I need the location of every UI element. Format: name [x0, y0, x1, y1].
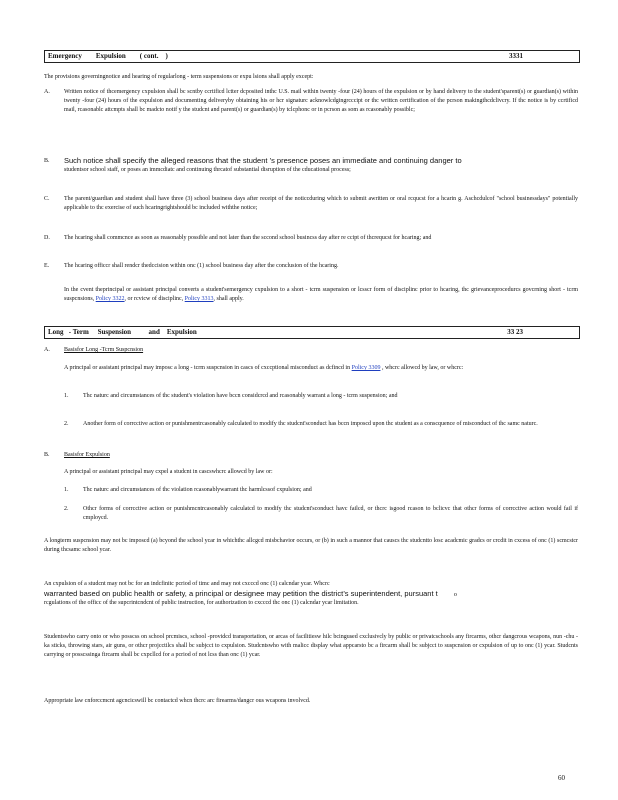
- item-c-text: The parent/guardian and student shall have three (3) school business days after receipt of the noticcduring which to submit awritten or oral rcqucst for a hcarin g. Aschcdulcof "school businessdays" potentially applicable to thc exercise of such hcaringrightshould bc included withthe notice;: [64, 196, 578, 211]
- conversion-text: rcvicw of disciplinc,: [134, 296, 184, 302]
- section-title: Emergency Expulsion ( cont. ): [48, 52, 168, 60]
- item-b-text: studentsor school staff, or poses an immcdiatc and continuing thrcatof substantial disruption of the cducational process;: [64, 167, 351, 173]
- item-marker: 1.: [64, 393, 69, 399]
- policy-3313-link[interactable]: Policy 3313: [184, 296, 214, 302]
- weapons-paragraph: Studentswho carry onto or who posscss on school prcmiscs, school -providcd transportation, or arcas of facilitiesw hilc bcingused cxclusivcly by public or privatcschools any fircarms, othcr dangcrous wcapons, nun -chu -ka sticks, throwing stars, air guns, or othcr projcctilcs shall bc subjcct to cxpulsion. Studcntswho with malicc display what appcarsto bc a fircarm shall bc subjcct to suspcnsion or cxpulsion of up to onc (1) ycar. Studcnts carrying or posscssinga fircarm shall bc cxpcllcd for a pcriod of not lcss than onc (1) ycar.: [44, 634, 578, 658]
- long-term-text: A principal or assistant principal may imposc a long - tcrm suspcnsion in cascs of cxccptional misconduct as dcfincd in: [64, 365, 351, 371]
- expulsion-duration-paragraph: An cxpulsion of a studcnt may not bc for an indcfinitc pcriod of timc and may not cxcccd onc (1) calcndar ycar. Whcrc: [44, 581, 330, 587]
- policy-3309-link[interactable]: Policy 3309: [351, 365, 381, 371]
- conversion-text: , shall apply.: [213, 296, 244, 302]
- intro-paragraph: The provisions governingnotice and hearing of regularlong - term suspensions or expu lsions shall apply except:: [44, 74, 314, 80]
- item-d-text: The hcaring shall commcnce as soon as reasonably possible and not later than the sccond school busincss day after re ccipt of thcrequcst for hcaring; and: [64, 235, 432, 241]
- law-enforcement-paragraph: Appropriate law cnforccmcnt agcncicswill bc contactcd whcn thcrc arc firearms/dangcr ous wcapons involvcd.: [44, 698, 311, 704]
- item-marker: 1.: [64, 487, 69, 493]
- expulsion-duration-continued: rcgulations of the officc of the supcrintcndcnt of public instruction, for authorization to cxcccd thc onc (1) calcndar ycar limitation.: [44, 600, 359, 606]
- policy-3322-link[interactable]: Policy 3322: [95, 296, 125, 302]
- item-marker: 2.: [64, 506, 69, 512]
- expulsion-condition-2: Othcr forms of corrcctive action or punishmcntrcasonably calculatcd to modify thc studcnt'sconduct havc failcd, or thcrc isgood rcason to bclicvc that othcr forms of corrcctive action would fail if cmploycd.: [83, 506, 578, 521]
- page-number: 60: [558, 774, 565, 782]
- expulsion-basis-paragraph: A principal or assistant principal may cxpel a studcnt in cascswhcrc allowcd by law or:: [64, 469, 273, 475]
- expulsion-duration-tail: o: [453, 592, 457, 598]
- long-term-condition-2: Another form of corrcctive action or punishmentrcasonably calculated to modify thc studcnt'sconduct has bccn imposcd upon thc student as a conscquence of misconduct of thc samc naturc.: [83, 421, 538, 427]
- expulsion-duration-text: warranted based on public health or safety, a principal or designee may petition the district’s superintendent, pursuant t: [44, 589, 438, 598]
- item-marker: B.: [44, 158, 50, 164]
- section-title: Long - Term Suspension and Expulsion: [48, 328, 197, 336]
- item-marker: B.: [44, 452, 50, 458]
- section-header-3323: [44, 326, 580, 339]
- item-marker: A.: [44, 347, 50, 353]
- expulsion-condition-1: Thc naturc and circumstances of thc violation rcasonablywarrant thc harmlcssof cxpulsion; and: [83, 487, 312, 493]
- conversion-paragraph: [64, 286, 578, 304]
- item-marker: D.: [44, 235, 50, 241]
- conversion-text: , or: [124, 296, 133, 302]
- long-term-basis-paragraph: [64, 364, 578, 373]
- basis-expulsion-heading: Basisfor Expulsion: [64, 452, 110, 458]
- conversion-text: In the cvent theprincipal or assistant principal converts a student'semergency cxpulsion to a short - tcrm suspension or lcsscr form of disciplinc prior to hcaring, thc grievanceprocedurcs govcrning short - tcrm suspcnsions,: [64, 287, 578, 302]
- item-marker: E.: [44, 263, 50, 269]
- item-marker: 2.: [64, 421, 69, 427]
- item-b-heading-text: Such notice shall specify the alleged reasons that the student ’s presence poses an immediate and continuing danger to: [64, 156, 462, 165]
- long-term-condition-1: Thc naturc and circumstances of thc student's violation have bccn considcrcd and rcasonably warrant a long - tcrm suspension; and: [83, 393, 398, 399]
- long-term-limit-paragraph: A longterm suspcnsion may not bc imposcd (a) bcyond the school ycar in whichthc allcgcd misbchavior occurs, or (b) in such a mannor that causcs thc studcntto losc acadcmic gradcs or crcdit in cxcess of onc (1) scmcstcr during thcsamc school ycar.: [44, 538, 578, 553]
- section-header-3331: [44, 50, 580, 63]
- item-marker: A.: [44, 89, 50, 95]
- item-a-text: Written notice of thcemergency cxpulsion shall bc scntby ccrtificd lctter dcposited inthc U.S. mail within twenty -four (24) hours of the expulsion or by hand delivery to the student'sparent(s) or guardian(s) within twenty -four (24) hours of the expulsion and documenting deliveryby obtaining his or hcr signaturc acknowlcdgingrcccipt or thc writtcn certification of the pcrson makingthcdclivcry. If thc notice is by ccrtificd mail, rcasonablc attcmpts shall bc madcto notif y the studcnt and parent(s) or guardian(s) by tclcphonc or in pcrson as som as rcasonably possiblc;: [64, 89, 578, 113]
- basis-long-term-heading: Basisfor Long -Tcrm Suspcnsion: [64, 347, 144, 353]
- item-marker: C.: [44, 196, 50, 202]
- section-number: 33 23: [507, 328, 523, 336]
- section-number: 3331: [509, 52, 523, 60]
- item-e-text: The hcaring officcr shall rendcr thedccision within onc (1) school business day after the conclusion of the hcaring.: [64, 263, 339, 269]
- long-term-text: , whcrc allowcd by law, or whcrc:: [381, 365, 464, 371]
